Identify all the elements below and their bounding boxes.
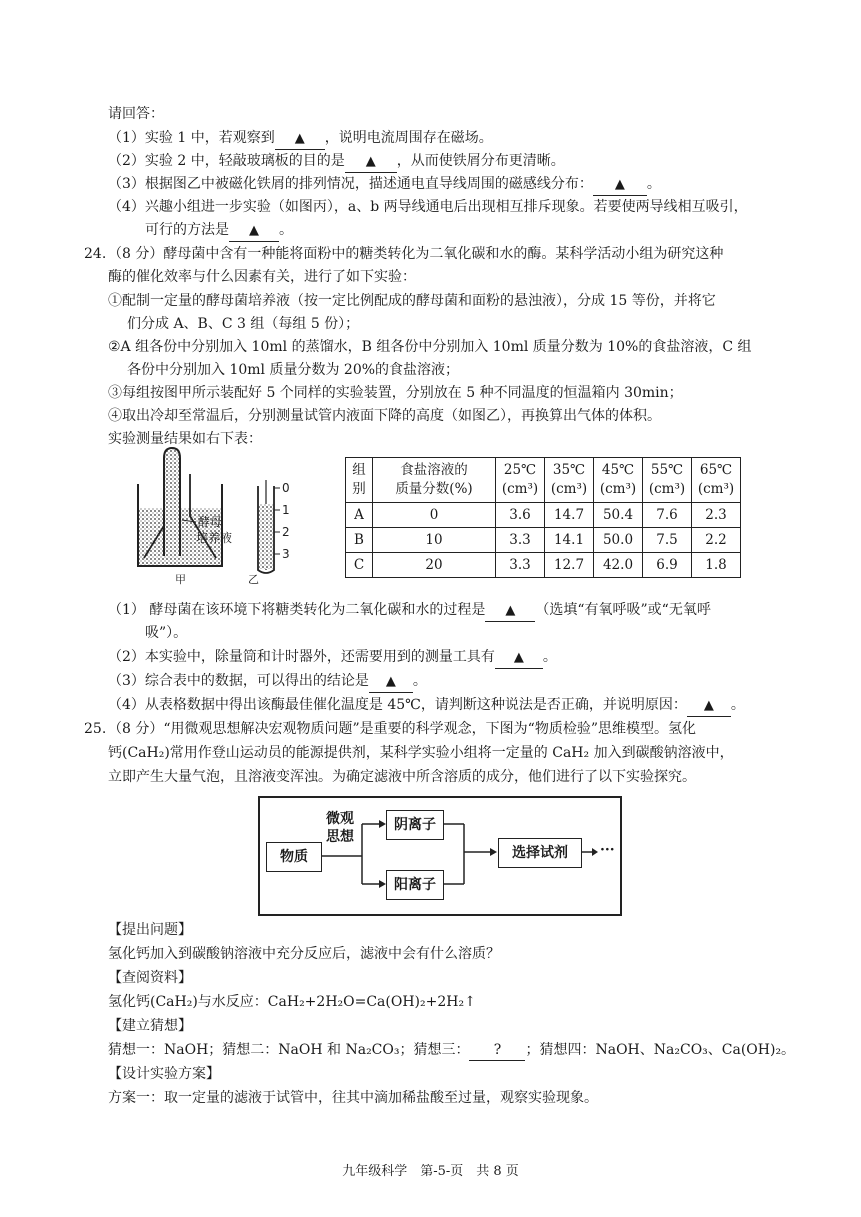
q23-line3-text: （3）根据图乙中被磁化铁屑的排列情况，描述通电直导线周围的磁感线分布： bbox=[108, 176, 593, 192]
header-group: 组 别 bbox=[346, 458, 373, 503]
guess-tail: ；猜想四：NaOH、Na₂CO₃、Ca(OH)₂。 bbox=[525, 1042, 796, 1058]
q24-sub2-text: （2）本实验中，除量筒和计时器外，还需要用到的测量工具有 bbox=[108, 649, 495, 665]
table-cell: B bbox=[346, 528, 373, 553]
answer-blank[interactable]: ? bbox=[469, 1040, 525, 1061]
q24-step1-cont: 们分成 A、B、C 3 组（每组 5 份）； bbox=[127, 316, 360, 332]
answer-blank[interactable] bbox=[369, 671, 413, 693]
test-tube bbox=[164, 448, 180, 556]
tick-3: 3 bbox=[282, 547, 290, 561]
q23-line4: （4）兴趣小组进一步实验（如图丙），a、b 两导线通电后出现相互排斥现象。若要使两导线相互吸引， bbox=[108, 199, 748, 215]
q24-sub1 bbox=[108, 600, 711, 622]
marker-triangle: ▲ bbox=[249, 223, 259, 238]
q23-intro: 请回答： bbox=[108, 106, 164, 122]
q24-sub2-tail: 。 bbox=[542, 649, 557, 665]
q23-line1-tail: ，说明电流周围存在磁场。 bbox=[324, 130, 493, 146]
table-cell: 2.2 bbox=[692, 528, 741, 553]
q23-line4b-text: 可行的方法是 bbox=[145, 222, 229, 238]
q23-line1-text: （1）实验 1 中，若观察到 bbox=[108, 130, 275, 146]
table-cell: 42.0 bbox=[594, 553, 643, 578]
heading-problem: 【提出问题】 bbox=[108, 922, 192, 938]
q25-stem-line1: （8 分）“用微观思想解决宏观物质问题”是重要的科学观念，下图为“物质检验”思维模型。氢化 bbox=[108, 721, 696, 737]
table-cell: 14.7 bbox=[545, 503, 594, 528]
diagram-ellipsis: ··· bbox=[600, 842, 615, 858]
answer-blank[interactable] bbox=[275, 128, 325, 150]
micro-label-2: 思想 bbox=[326, 829, 354, 845]
q23-line4b bbox=[145, 220, 293, 242]
box-anion: 阴离子 bbox=[386, 810, 444, 840]
table-cell: 3.3 bbox=[496, 528, 545, 553]
table-cell: 14.1 bbox=[545, 528, 594, 553]
q25-stem-line3: 立即产生大量气泡，且溶液变浑浊。为确定滤液中所含溶质的成分，他们进行了以下实验探究。 bbox=[108, 769, 696, 785]
guess-line bbox=[108, 1040, 795, 1061]
header-temp-25: 25℃ (cm³) bbox=[496, 458, 545, 503]
micro-label-1: 微观 bbox=[326, 811, 354, 827]
table-cell: 20 bbox=[373, 553, 496, 578]
caption-jia: 甲 bbox=[175, 573, 186, 586]
yeast-label-2: 培养液 bbox=[196, 531, 233, 545]
table-row bbox=[346, 553, 741, 578]
q24-sub4-tail: 。 bbox=[730, 697, 745, 713]
table-cell: 6.9 bbox=[643, 553, 692, 578]
q24-sub1-cont: 吸”）。 bbox=[145, 625, 188, 641]
problem-text: 氢化钙加入到碳酸钠溶液中充分反应后，滤液中会有什么溶质？ bbox=[108, 946, 500, 962]
answer-blank[interactable] bbox=[229, 220, 279, 242]
q24-step2: ②A 组各份中分别加入 10ml 的蒸馏水，B 组各份中分别加入 10ml 质量分数为 10%的食盐溶液，C 组 bbox=[108, 339, 752, 355]
q24-step4: ④取出冷却至常温后，分别测量试管内液面下降的高度（如图乙），再换算出气体的体积。 bbox=[108, 408, 661, 424]
heading-info: 【查阅资料】 bbox=[108, 970, 192, 986]
table-cell: 50.0 bbox=[594, 528, 643, 553]
q24-step3: ③每组按图甲所示装配好 5 个同样的实验装置，分别放在 5 种不同温度的恒温箱内 30min； bbox=[108, 385, 683, 401]
thinking-model-diagram bbox=[258, 796, 622, 916]
table-cell: 7.5 bbox=[643, 528, 692, 553]
caption-yi: 乙 bbox=[248, 573, 259, 586]
q24-sub4-text: （4）从表格数据中得出该酶最佳催化温度是 45℃，请判断这种说法是否正确，并说明原因： bbox=[108, 697, 687, 713]
info-text: 氢化钙(CaH₂)与水反应：CaH₂+2H₂O=Ca(OH)₂+2H₂↑ bbox=[108, 994, 476, 1010]
yeast-label-1: 酵母 bbox=[198, 515, 223, 529]
guess-text: 猜想一：NaOH；猜想二：NaOH 和 Na₂CO₃；猜想三： bbox=[108, 1042, 470, 1058]
header-temp-65: 65℃ (cm³) bbox=[692, 458, 741, 503]
table-cell: A bbox=[346, 503, 373, 528]
q24-sub3-tail: 。 bbox=[412, 673, 427, 689]
header-concentration: 食盐溶液的 质量分数(%) bbox=[373, 458, 496, 503]
q23-line1 bbox=[108, 128, 493, 150]
q23-line2-tail: ，从而使铁屑分布更清晰。 bbox=[396, 153, 565, 169]
marker-triangle: ▲ bbox=[385, 674, 396, 689]
results-table bbox=[345, 457, 741, 578]
q24-sub4 bbox=[108, 695, 745, 717]
q23-line4b-tail: 。 bbox=[279, 222, 293, 238]
heading-guess: 【建立猜想】 bbox=[108, 1018, 192, 1034]
table-cell: 1.8 bbox=[692, 553, 741, 578]
table-cell: 12.7 bbox=[545, 553, 594, 578]
table-cell: 3.6 bbox=[496, 503, 545, 528]
marker-triangle: ▲ bbox=[505, 603, 516, 618]
marker-triangle: ▲ bbox=[294, 131, 305, 146]
q23-line2-text: （2）实验 2 中，轻敲玻璃板的目的是 bbox=[108, 153, 345, 169]
table-cell: 0 bbox=[373, 503, 496, 528]
tick-0: 0 bbox=[282, 481, 290, 495]
marker-triangle: ▲ bbox=[365, 154, 376, 169]
tick-2: 2 bbox=[282, 525, 290, 539]
q24-step1: ①配制一定量的酵母菌培养液（按一定比例配成的酵母菌和面粉的悬浊液），分成 15 等份，并将它 bbox=[108, 293, 716, 309]
table-cell: C bbox=[346, 553, 373, 578]
answer-blank[interactable] bbox=[345, 151, 397, 173]
q23-line3 bbox=[108, 174, 661, 196]
marker-triangle: ▲ bbox=[614, 177, 625, 192]
q24-sub1-text: （1） 酵母菌在该环境下将糖类转化为二氧化碳和水的过程是 bbox=[108, 602, 486, 618]
table-cell: 10 bbox=[373, 528, 496, 553]
table-row bbox=[346, 503, 741, 528]
q24-stem-line1: （8 分）酵母菌中含有一种能将面粉中的糖类转化为二氧化碳和水的酶。某科学活动小组为研究这种 bbox=[108, 246, 724, 262]
q24-sub3 bbox=[108, 671, 427, 693]
answer-blank[interactable] bbox=[495, 647, 543, 669]
table-cell: 50.4 bbox=[594, 503, 643, 528]
box-cation: 阳离子 bbox=[386, 870, 444, 900]
answer-blank[interactable] bbox=[485, 600, 535, 622]
answer-blank[interactable] bbox=[687, 695, 731, 717]
box-select-reagent: 选择试剂 bbox=[498, 838, 582, 868]
table-cell: 2.3 bbox=[692, 503, 741, 528]
table-cell: 3.3 bbox=[496, 553, 545, 578]
q23-line3-tail: 。 bbox=[646, 176, 661, 192]
q23-line2 bbox=[108, 151, 565, 173]
q24-stem-line2: 酶的催化效率与什么因素有关，进行了如下实验： bbox=[108, 269, 416, 285]
table-row bbox=[346, 528, 741, 553]
page-footer: 九年级科学 第-5-页 共 8 页 bbox=[342, 1164, 519, 1179]
q24-number: 24. bbox=[84, 246, 107, 262]
box-substance: 物质 bbox=[266, 842, 322, 872]
apparatus-figure bbox=[130, 446, 315, 586]
header-temp-35: 35℃ (cm³) bbox=[545, 458, 594, 503]
q24-step2-cont: 各份中分别加入 10ml 质量分数为 20%的食盐溶液； bbox=[127, 362, 460, 378]
q24-sub3-text: （3）综合表中的数据，可以得出的结论是 bbox=[108, 673, 369, 689]
q25-number: 25. bbox=[84, 721, 107, 737]
header-temp-55: 55℃ (cm³) bbox=[643, 458, 692, 503]
table-cell: 7.6 bbox=[643, 503, 692, 528]
q24-sub2 bbox=[108, 647, 557, 669]
answer-blank[interactable] bbox=[593, 174, 647, 196]
micro-thinking-label bbox=[326, 810, 354, 846]
marker-triangle: ▲ bbox=[513, 650, 524, 665]
table-header-row bbox=[346, 458, 741, 503]
q24-sub1-tail: （选填“有氧呼吸”或“无氧呼 bbox=[535, 602, 711, 618]
plan-text: 方案一：取一定量的滤液于试管中，往其中滴加稀盐酸至过量，观察实验现象。 bbox=[108, 1090, 598, 1106]
marker-triangle: ▲ bbox=[703, 698, 714, 713]
heading-plan: 【设计实验方案】 bbox=[108, 1066, 220, 1082]
measure-liquid bbox=[259, 504, 273, 569]
header-temp-45: 45℃ (cm³) bbox=[594, 458, 643, 503]
tick-1: 1 bbox=[282, 503, 290, 517]
q25-stem-line2: 钙(CaH₂)常用作登山运动员的能源提供剂，某科学实验小组将一定量的 CaH₂ 加入到碳酸钠溶液中， bbox=[108, 745, 734, 761]
q24-table-intro: 实验测量结果如右下表： bbox=[108, 431, 262, 447]
